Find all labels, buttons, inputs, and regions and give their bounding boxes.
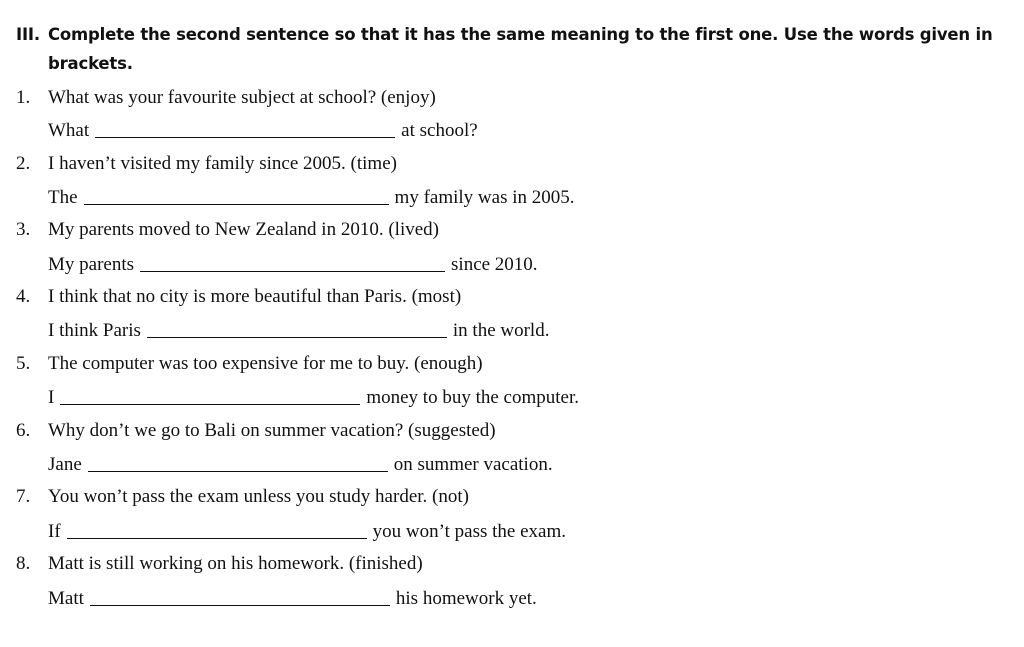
question-text: I think that no city is more beautiful than Paris. (most) [48, 286, 462, 307]
question-4 [16, 285, 461, 309]
question-5 [16, 352, 483, 376]
answer-end: in the world. [452, 320, 550, 341]
answer-line-5 [48, 385, 579, 410]
question-number: 4. [16, 286, 31, 307]
question-number: 2. [16, 153, 31, 174]
answer-blank[interactable] [84, 187, 389, 205]
answer-start: Jane [48, 454, 82, 475]
exercise-number: III. [16, 25, 40, 44]
question-number: 6. [16, 420, 31, 441]
answer-end: at school? [401, 120, 478, 141]
question-number: 3. [16, 219, 31, 240]
answer-line-2 [48, 185, 575, 210]
answer-end: since 2010. [451, 254, 538, 275]
question-number: 1. [16, 87, 31, 108]
answer-line-4 [48, 318, 549, 343]
answer-end: on summer vacation. [393, 454, 553, 475]
question-text: Why don’t we go to Bali on summer vacation? (suggested) [48, 420, 496, 441]
answer-blank[interactable] [88, 454, 388, 472]
answer-line-6 [48, 452, 553, 477]
exercise-instructions [16, 20, 996, 78]
answer-end: money to buy the computer. [366, 387, 579, 408]
question-7 [16, 485, 469, 509]
question-text: You won’t pass the exam unless you study harder. (not) [48, 486, 469, 507]
answer-start: My parents [48, 254, 135, 275]
question-text: My parents moved to New Zealand in 2010. (lived) [48, 219, 439, 240]
question-1 [16, 86, 436, 110]
question-2 [16, 152, 397, 176]
question-text: Matt is still working on his homework. (finished) [48, 553, 423, 574]
question-text: I haven’t visited my family since 2005. (time) [48, 153, 397, 174]
answer-start: If [48, 521, 61, 542]
answer-blank[interactable] [95, 120, 395, 138]
answer-end: you won’t pass the exam. [372, 521, 566, 542]
question-text: The computer was too expensive for me to buy. (enough) [48, 353, 483, 374]
answer-end: his homework yet. [395, 588, 537, 609]
answer-line-8 [48, 586, 537, 611]
question-6 [16, 419, 496, 443]
answer-blank[interactable] [140, 254, 445, 272]
answer-blank[interactable] [147, 320, 447, 338]
answer-end: my family was in 2005. [394, 187, 575, 208]
answer-start: What [48, 120, 90, 141]
question-8 [16, 552, 423, 576]
answer-line-1 [48, 118, 478, 143]
question-number: 5. [16, 353, 31, 374]
answer-line-7 [48, 519, 566, 544]
answer-start: The [48, 187, 78, 208]
question-number: 7. [16, 486, 31, 507]
question-number: 8. [16, 553, 31, 574]
instructions-line-2: brackets. [48, 54, 133, 73]
question-text: What was your favourite subject at school? (enjoy) [48, 87, 436, 108]
answer-blank[interactable] [67, 521, 367, 539]
answer-start: Matt [48, 588, 84, 609]
question-3 [16, 218, 439, 242]
answer-blank[interactable] [60, 387, 360, 405]
instructions-line-1: Complete the second sentence so that it has the same meaning to the first one. Use the words given in [48, 25, 993, 44]
answer-start: I [48, 387, 55, 408]
answer-line-3 [48, 252, 538, 277]
answer-blank[interactable] [90, 588, 390, 606]
answer-start: I think Paris [48, 320, 141, 341]
